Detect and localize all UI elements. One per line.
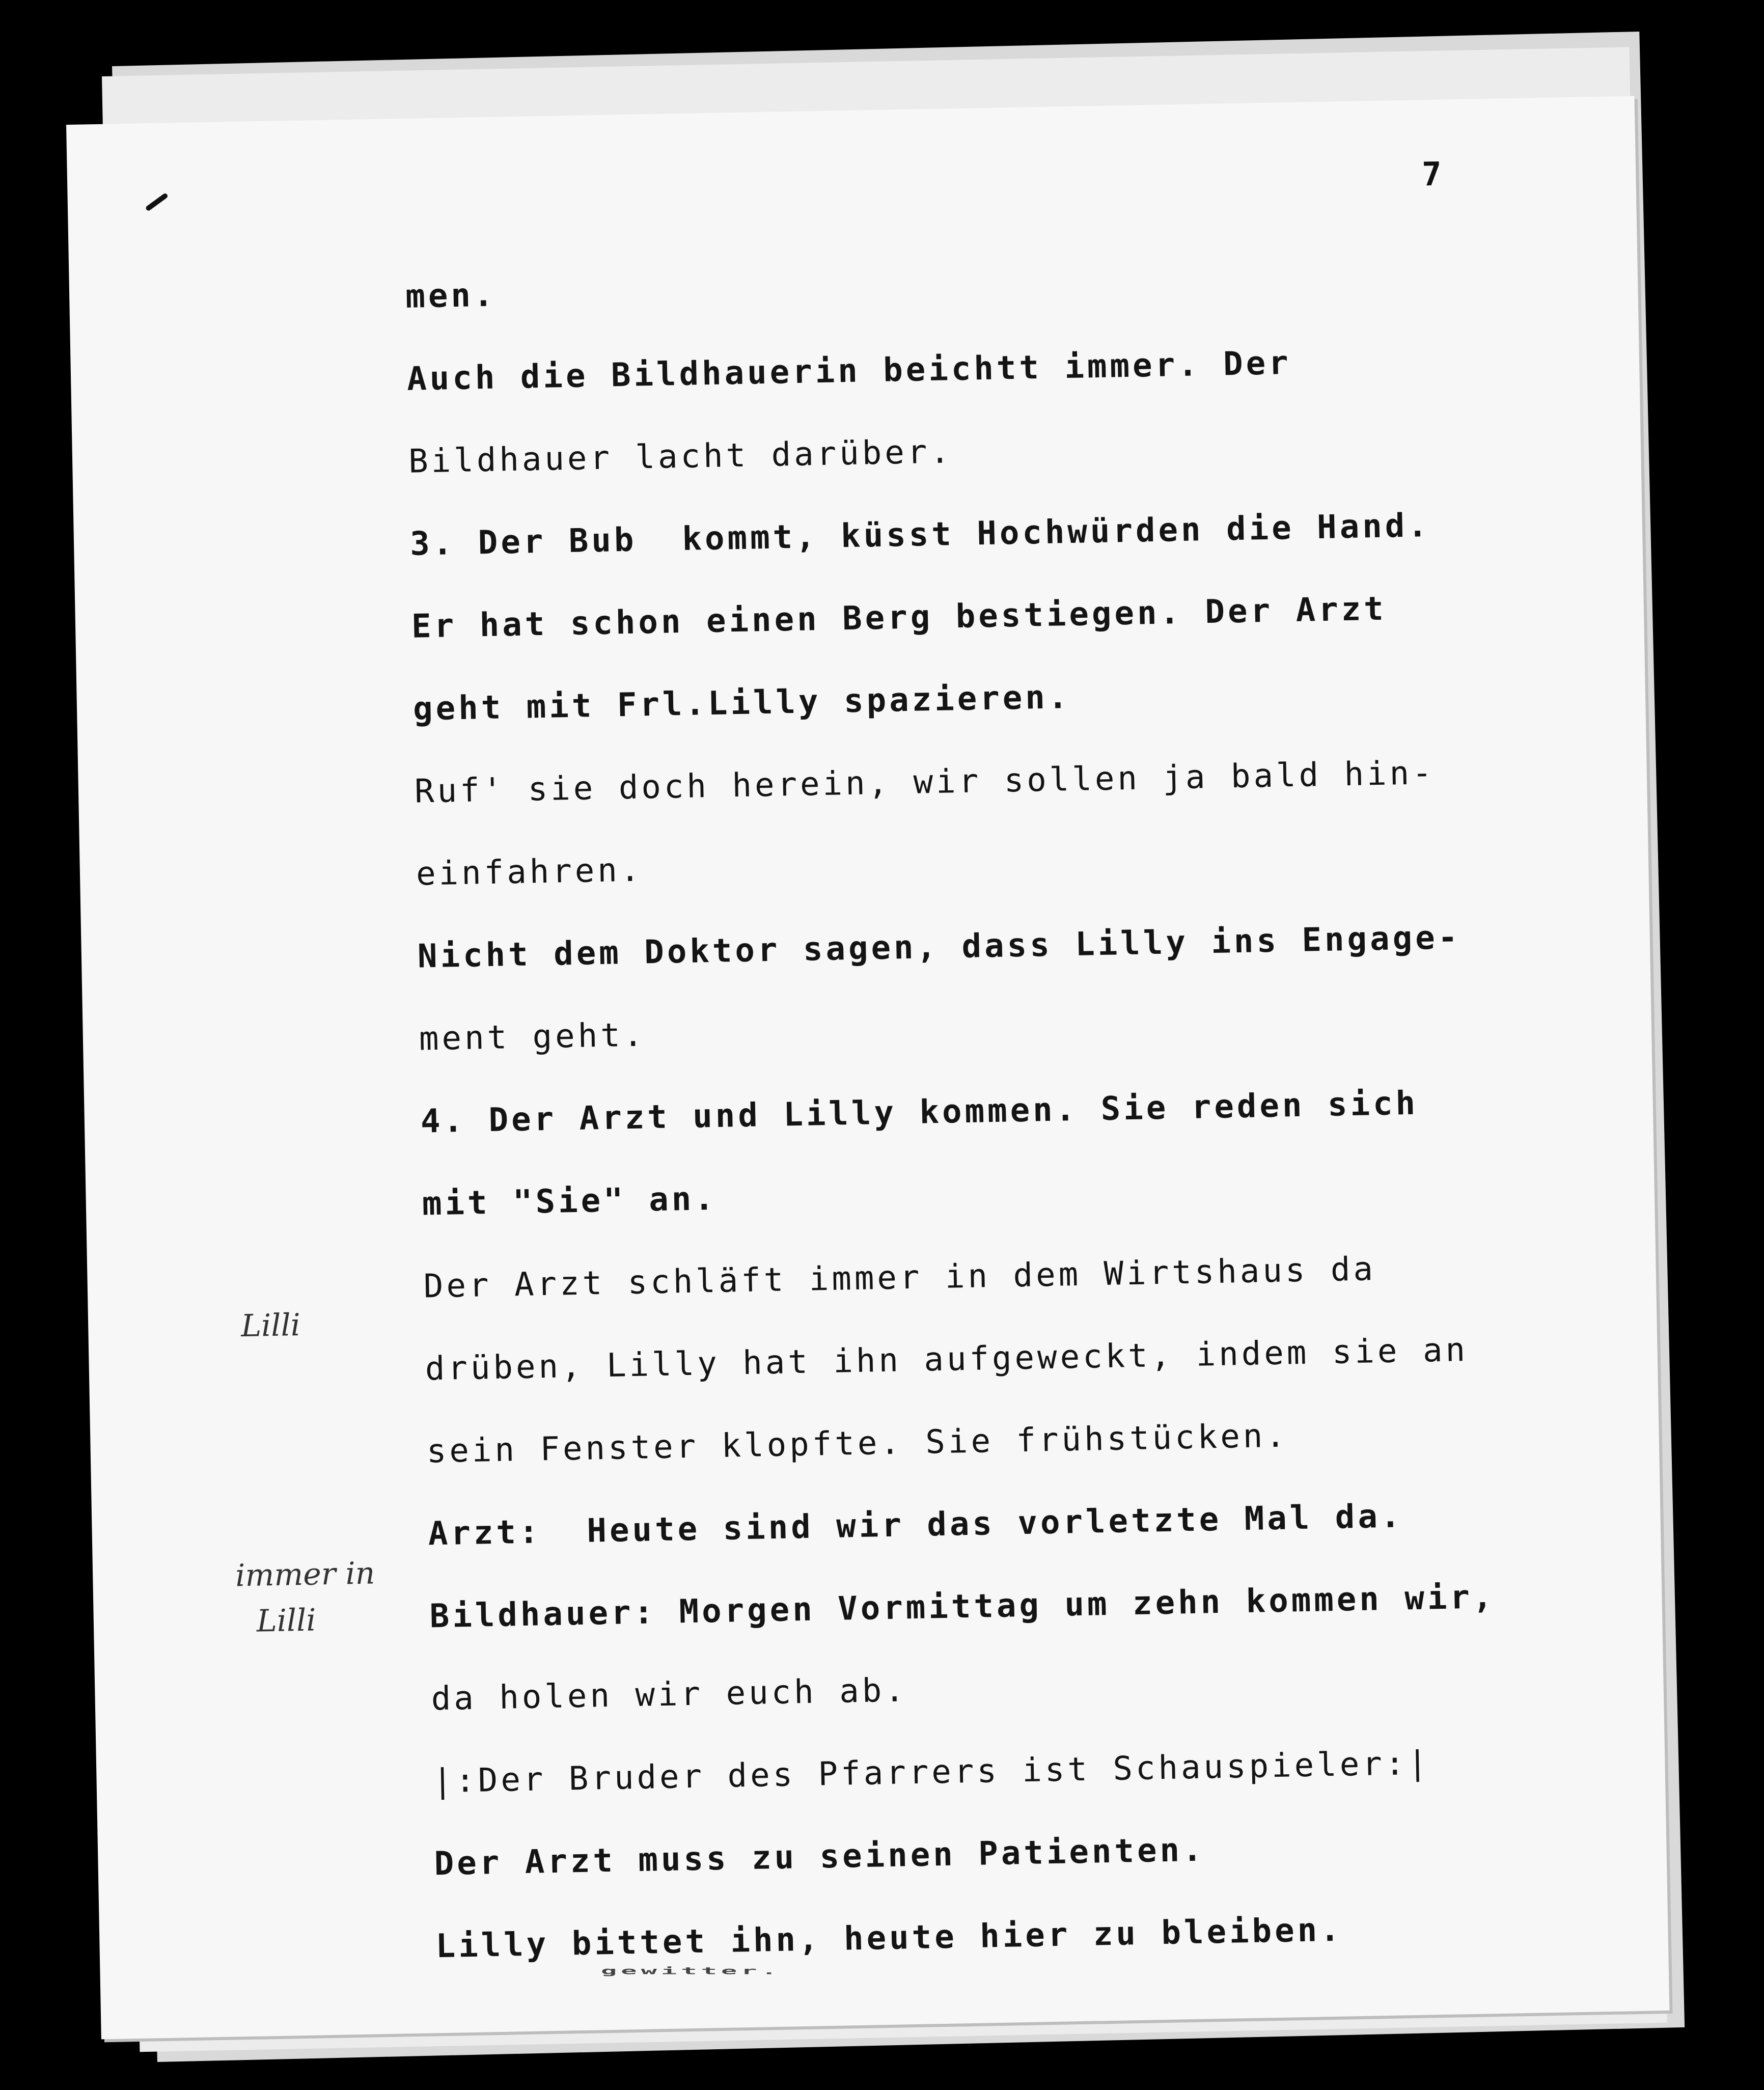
text-line: Bildhauer lacht darüber. — [408, 433, 953, 481]
handwritten-note: Lilli — [240, 1307, 301, 1344]
text-line: einfahren. — [416, 851, 643, 893]
text-line: Er hat schon einen Berg bestiegen. Der Arzt — [411, 590, 1387, 646]
text-line: Arzt: Heute sind wir das vorletzte Mal da. — [428, 1497, 1404, 1553]
page-number: 7 — [1421, 155, 1442, 194]
text-line: 4. Der Arzt und Lilly kommen. Sie reden sich — [420, 1084, 1419, 1141]
pen-mark — [145, 193, 169, 212]
text-line: da holen wir euch ab. — [431, 1671, 908, 1718]
text-line: 3. Der Bub kommt, küsst Hochwürden die Hand. — [409, 507, 1431, 563]
text-line: Bildhauer: Morgen Vormittag um zehn kommen wir, — [429, 1578, 1496, 1636]
text-line: Nicht dem Doktor sagen, dass Lilly ins Engage- — [417, 919, 1461, 976]
handwritten-note: immer in — [235, 1555, 375, 1594]
text-line: |:Der Bruder des Pfarrers ist Schauspieler:| — [432, 1744, 1431, 1801]
underlying-page-text: gewitter. — [601, 1966, 781, 1976]
text-line: geht mit Frl.Lilly spazieren. — [412, 678, 1071, 728]
text-line: sein Fenster klopfte. Sie frühstücken. — [426, 1417, 1289, 1471]
typewritten-page — [66, 96, 1669, 2040]
text-line: Ruf' sie doch herein, wir sollen ja bald hin- — [414, 754, 1436, 811]
text-line: Der Arzt muss zu seinen Patienten. — [434, 1831, 1206, 1883]
typed-text — [405, 255, 1608, 2009]
text-line: drüben, Lilly hat ihn aufgeweckt, indem sie an — [425, 1331, 1469, 1388]
handwritten-note: Lilli — [256, 1602, 317, 1639]
text-line: Lilly bittet ihn, heute hier zu bleiben. — [435, 1911, 1343, 1966]
text-line: ment geht. — [419, 1016, 646, 1058]
text-line: men. — [405, 276, 497, 316]
text-line: mit "Sie" an. — [422, 1179, 718, 1223]
text-line: Auch die Bildhauerin beicht​t immer. Der — [406, 344, 1292, 398]
text-line: Der Arzt schläft immer in dem Wirtshaus da — [423, 1250, 1376, 1306]
